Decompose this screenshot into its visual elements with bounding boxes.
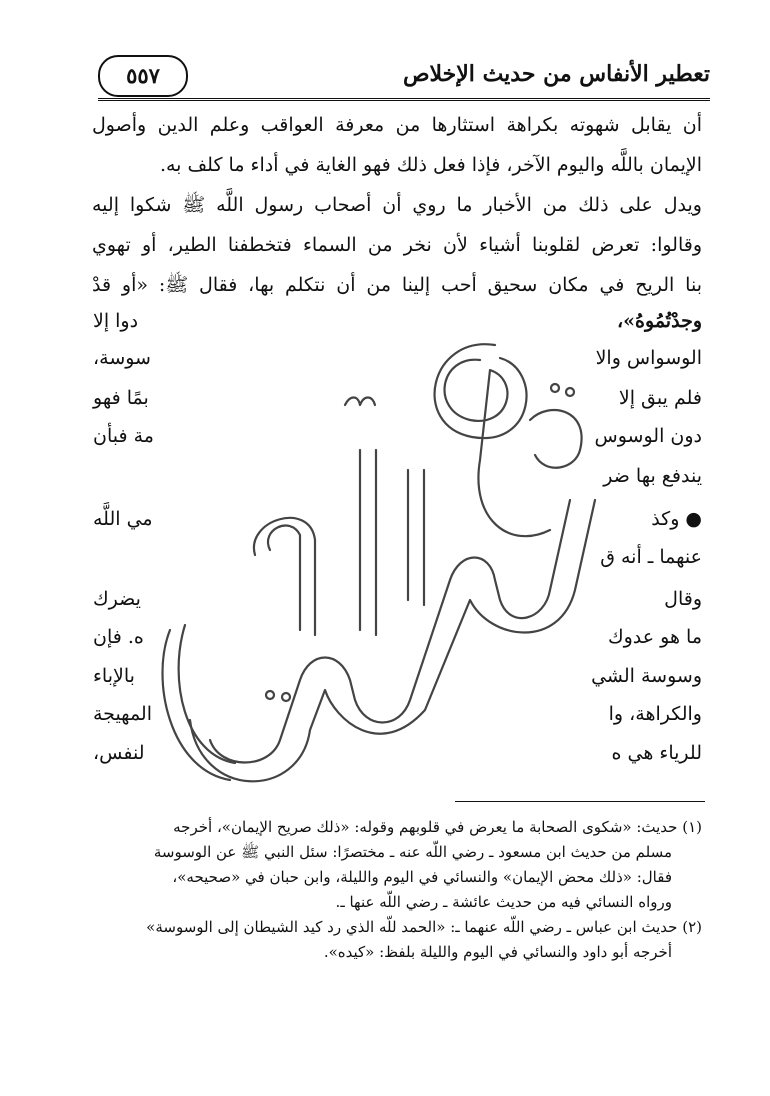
text-line: بنا الريح في مكان سحيق أحب إلينا من أن نتكلم بها، فقال ﷺ: «أو قدْ bbox=[92, 274, 702, 296]
footnote-rule bbox=[455, 801, 705, 802]
line-fragment-left: ه. فإن bbox=[93, 626, 144, 648]
line-fragment-left: يضرك bbox=[93, 588, 141, 610]
line-fragment-right: للرياء هي ه bbox=[611, 742, 702, 764]
line-fragment-right: وقال bbox=[664, 588, 702, 610]
line-fragment-right: الوسواس والا bbox=[595, 347, 702, 369]
footnote-line: (١) حديث: «شكوى الصحابة ما يعرض في قلوبهم وقوله: «ذلك صريح الإيمان»، أخرجه bbox=[173, 818, 702, 836]
line-fragment-right: وجدْتُمُوهُ»، bbox=[617, 310, 702, 332]
line-fragment-left: دوا إلا bbox=[93, 310, 139, 332]
waqf-watermark bbox=[150, 300, 610, 820]
line-fragment-right: ● وكذ bbox=[651, 508, 702, 530]
line-fragment-left: بمًا فهو bbox=[93, 387, 149, 409]
line-fragment-right: والكراهة، وا bbox=[608, 703, 702, 725]
line-fragment-right: عنهما ـ أنه ق bbox=[600, 546, 702, 568]
line-fragment-right: ما هو عدوك bbox=[607, 626, 702, 648]
line-fragment-left: بالإباء bbox=[93, 665, 135, 687]
text-line: الإيمان باللَّه واليوم الآخر، فإذا فعل ذلك فهو الغاية في أداء ما كلف به. bbox=[159, 154, 702, 176]
line-fragment-left: مة فبأن bbox=[93, 425, 154, 447]
line-fragment-left: مي اللَّه bbox=[93, 508, 153, 530]
main-text bbox=[92, 105, 702, 305]
footnote-line: مسلم من حديث ابن مسعود ـ رضي اللَّه عنه ـ مختصرًا: سئل النبي ﷺ عن الوسوسة bbox=[153, 843, 672, 861]
header-rule bbox=[98, 98, 710, 105]
line-fragment-right: وسوسة الشي bbox=[591, 665, 702, 687]
footnote-line: أخرجه أبو داود والنسائي في اليوم والليلة بلفظ: «كيده». bbox=[323, 943, 672, 961]
footnote-line: (٢) حديث ابن عباس ـ رضي اللَّه عنهما ـ: «الحمد للَّه الذي رد كيد الشيطان إلى الوسوسة» bbox=[146, 918, 702, 936]
footnote-line: فقال: «ذلك محض الإيمان» والنسائي في اليوم والليلة، وابن حبان في «صحيحه»، bbox=[172, 868, 672, 886]
line-fragment-right: فلم يبق إلا bbox=[618, 387, 702, 409]
line-fragment-right: يندفع بها ضر bbox=[603, 465, 702, 487]
line-fragment-left: سوسة، bbox=[93, 347, 151, 369]
line-fragment-right: دون الوسوس bbox=[594, 425, 702, 447]
line-fragment-left: المهيجة bbox=[93, 703, 152, 725]
footnote-line: ورواه النسائي فيه من حديث عائشة ـ رضي اللَّه عنها ـ. bbox=[335, 893, 672, 911]
page-number: ٥٥٧ bbox=[98, 55, 188, 97]
footnotes bbox=[92, 815, 702, 965]
running-title: تعطير الأنفاس من حديث الإخلاص bbox=[402, 61, 710, 87]
text-line: وقالوا: تعرض لقلوبنا أشياء لأن نخر من السماء فتخطفنا الطير، أو تهوي bbox=[92, 234, 702, 256]
line-fragment-left: لنفس، bbox=[93, 742, 145, 764]
text-line: أن يقابل شهوته بكراهة استثارها من معرفة العواقب وعلم الدين وأصول bbox=[92, 114, 702, 136]
page-header bbox=[98, 55, 710, 99]
text-line: ويدل على ذلك من الأخبار ما روي أن أصحاب رسول اللَّه ﷺ شكوا إليه bbox=[92, 194, 702, 216]
